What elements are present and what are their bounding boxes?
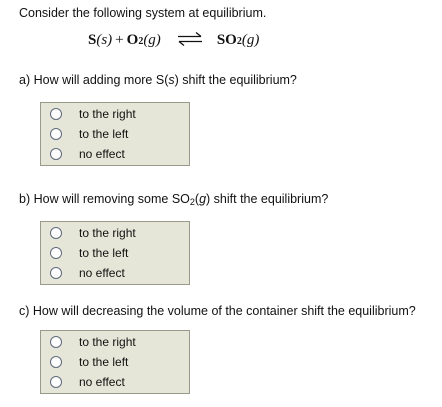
question-a-option-left[interactable]: [41, 124, 189, 144]
product-sulfur-dioxide: SO: [216, 32, 237, 48]
question-a-choices: [40, 102, 190, 166]
question-c-option-no-effect[interactable]: [41, 372, 189, 392]
reactant-oxygen-subscript: 2: [138, 36, 144, 47]
question-a-option-right[interactable]: [41, 104, 189, 124]
radio-button-icon[interactable]: [50, 376, 62, 388]
option-label: to the right: [79, 335, 136, 349]
equilibrium-arrow-icon: [177, 32, 203, 51]
equilibrium-equation: [88, 30, 259, 49]
question-b-option-right[interactable]: [41, 223, 189, 243]
reactant-oxygen-phase: (g): [143, 32, 161, 48]
product-phase: (g): [241, 32, 260, 48]
reactant-sulfur-phase: (s): [96, 32, 113, 48]
option-label: to the left: [79, 127, 129, 141]
question-b: [19, 192, 328, 207]
question-c-choices: [40, 330, 190, 394]
radio-button-icon[interactable]: [50, 148, 62, 160]
option-label: to the right: [79, 226, 136, 240]
question-b-phase: g: [199, 192, 207, 206]
question-b-paren: (: [194, 192, 200, 206]
option-label: no effect: [79, 375, 125, 389]
option-label: to the left: [79, 246, 129, 260]
problem-intro: Consider the following system at equilibrium.: [19, 6, 267, 20]
question-c: [19, 304, 416, 318]
radio-button-icon[interactable]: [50, 336, 62, 348]
reactant-sulfur: S: [88, 32, 97, 48]
question-c-option-right[interactable]: [41, 332, 189, 352]
radio-button-icon[interactable]: [50, 227, 62, 239]
question-b-subscript: 2: [189, 197, 195, 207]
radio-button-icon[interactable]: [50, 267, 62, 279]
question-b-text: b) How will removing some SO: [19, 192, 190, 206]
question-c-text: c) How will decreasing the volume of the container shift the equilibrium?: [19, 304, 416, 318]
question-a-text-end: ) shift the equilibrium?: [174, 73, 297, 87]
question-a-text: a) How will adding more S(: [19, 73, 169, 87]
question-b-choices: [40, 221, 190, 285]
question-b-text-end: ) shift the equilibrium?: [206, 192, 329, 206]
question-b-option-left[interactable]: [41, 243, 189, 263]
product-subscript: 2: [236, 36, 242, 47]
radio-button-icon[interactable]: [50, 356, 62, 368]
radio-button-icon[interactable]: [50, 108, 62, 120]
question-a: [19, 73, 297, 87]
question-a-option-no-effect[interactable]: [41, 144, 189, 164]
radio-button-icon[interactable]: [50, 128, 62, 140]
option-label: no effect: [79, 147, 125, 161]
reactant-oxygen: O: [126, 32, 139, 48]
question-a-phase: s: [168, 73, 175, 87]
option-label: to the left: [79, 355, 129, 369]
question-b-option-no-effect[interactable]: [41, 263, 189, 283]
option-label: no effect: [79, 266, 125, 280]
radio-button-icon[interactable]: [50, 247, 62, 259]
option-label: to the right: [79, 107, 136, 121]
plus-sign: +: [115, 32, 124, 48]
question-c-option-left[interactable]: [41, 352, 189, 372]
